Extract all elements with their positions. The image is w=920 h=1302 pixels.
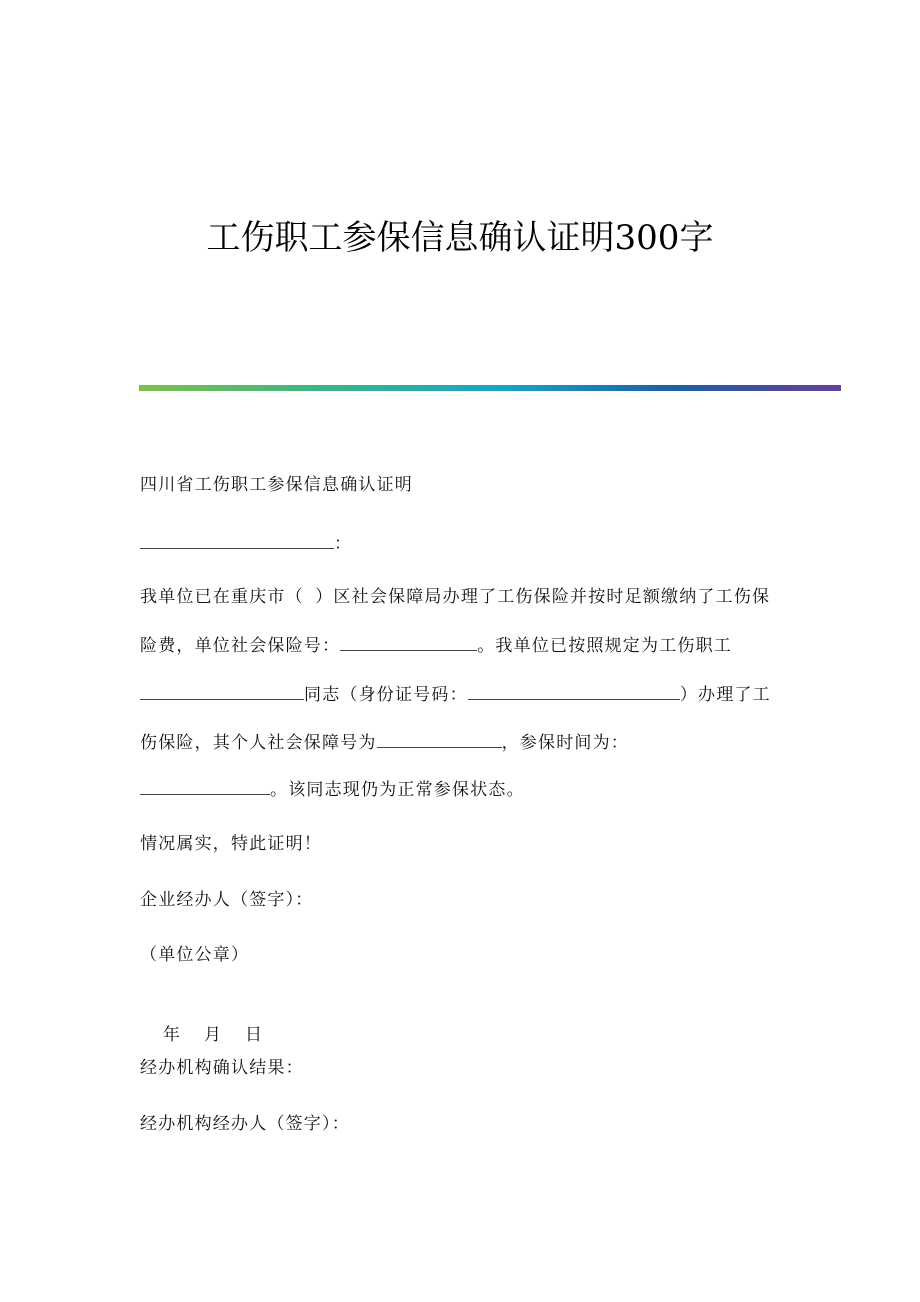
body-text-1: 我单位已在重庆市（ ）区社会保障局办理了工伤保险并按时足额缴纳了工伤保 xyxy=(140,587,771,607)
body-text-2a: 险费，单位社会保险号： xyxy=(140,636,341,656)
worker-name-blank xyxy=(140,681,304,700)
id-number-blank xyxy=(468,681,680,700)
body-text-2b: 。我单位已按照规定为工伤职工 xyxy=(477,636,733,656)
body-line-5 xyxy=(140,776,525,802)
body-text-4b: ，参保时间为： xyxy=(501,733,630,753)
closing-text: 情况属实，特此证明！ xyxy=(140,834,322,854)
body-text-3b: ）办理了工 xyxy=(679,685,771,705)
company-signer-line xyxy=(140,888,314,912)
company-seal-line xyxy=(140,943,249,967)
agency-signer-line xyxy=(140,1112,350,1136)
body-line-2 xyxy=(140,632,732,658)
body-line-1 xyxy=(140,585,770,609)
title-divider xyxy=(139,385,841,391)
page-title: 工伤职工参保信息确认证明300字 xyxy=(206,218,714,258)
company-signer-text: 企业经办人（签字）： xyxy=(140,890,314,910)
insurance-number-blank xyxy=(340,632,477,651)
body-text-5: 。该同志现仍为正常参保状态。 xyxy=(270,780,525,800)
agency-result-line xyxy=(140,1056,304,1080)
agency-signer-text: 经办机构经办人（签字）： xyxy=(140,1114,350,1134)
heading-text: 四川省工伤职工参保信息确认证明 xyxy=(140,475,413,495)
date-line xyxy=(140,999,263,1047)
enrollment-date-blank xyxy=(140,776,270,795)
body-line-4 xyxy=(140,729,629,755)
social-security-number-blank xyxy=(377,729,502,748)
document-heading xyxy=(140,473,413,497)
addressee-blank xyxy=(140,530,334,549)
body-text-4a: 伤保险，其个人社会保障号为 xyxy=(140,733,377,753)
addressee-line xyxy=(140,530,352,556)
agency-result-text: 经办机构确认结果： xyxy=(140,1058,304,1078)
body-text-3a: 同志（身份证号码： xyxy=(304,685,468,705)
addressee-colon: ： xyxy=(334,534,353,554)
body-line-3 xyxy=(140,681,771,707)
company-seal-text: （单位公章） xyxy=(140,945,250,965)
closing-line xyxy=(140,832,322,856)
date-text: 年 月 日 xyxy=(162,1025,264,1045)
